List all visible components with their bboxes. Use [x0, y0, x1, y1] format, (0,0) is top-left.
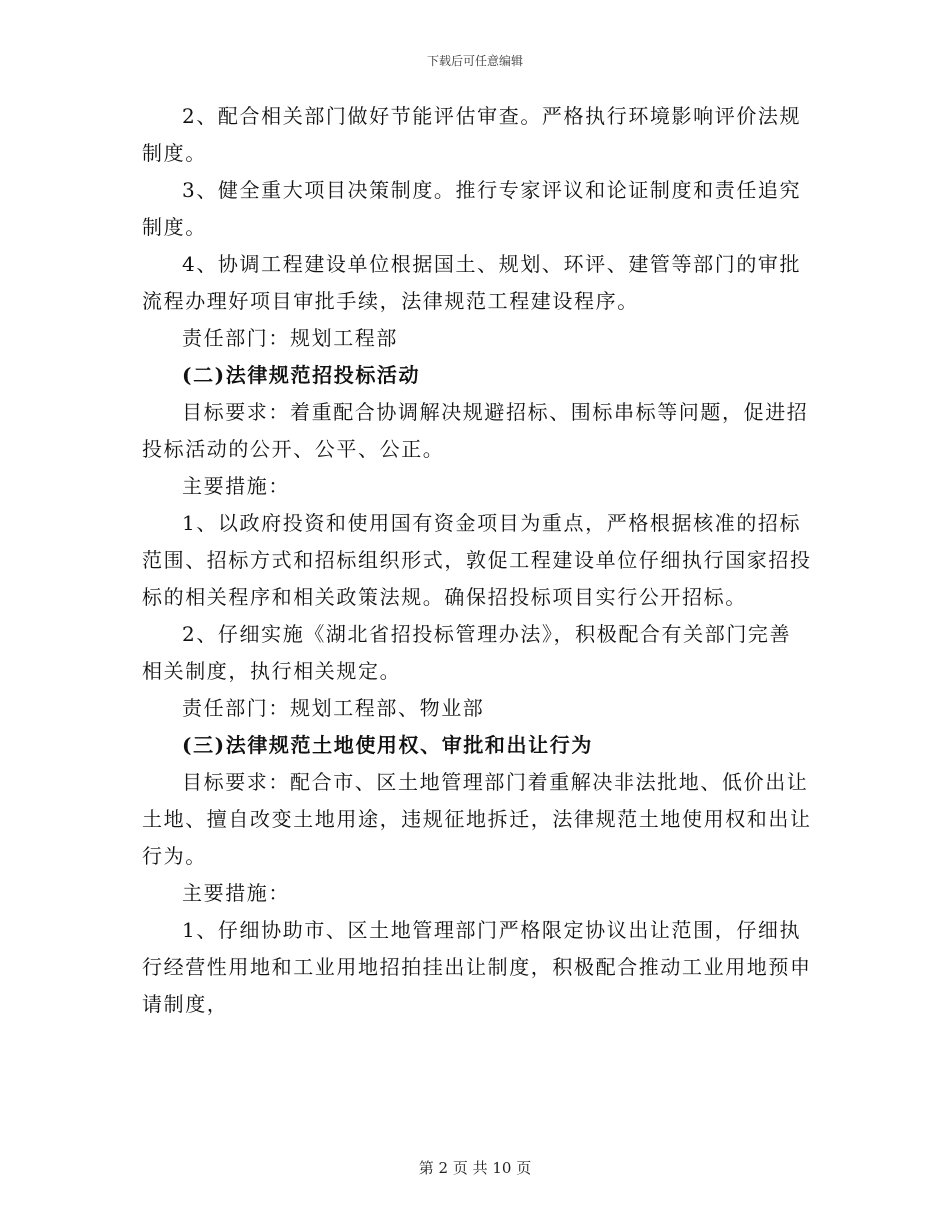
- paragraph: 1、仔细协助市、区土地管理部门严格限定协议出让范围，仔细执行经营性用地和工业用地招拍挂出让制度，积极配合推动工业用地预申请制度，: [142, 918, 812, 1016]
- paragraph: 主要措施：: [182, 881, 290, 905]
- paragraph: 1、以政府投资和使用国有资金项目为重点，严格根据核准的招标范围、招标方式和招标组织形式，敦促工程建设单位仔细执行国家招投标的相关程序和相关政策法规。确保招投标项目实行公开招标。: [142, 511, 812, 609]
- paragraph: 责任部门：规划工程部、物业部: [182, 696, 485, 720]
- paragraph: 责任部门：规划工程部: [182, 326, 398, 350]
- page-header: 下载后可任意编辑: [426, 54, 523, 68]
- paragraph: 主要措施：: [182, 474, 290, 498]
- paragraph: 2、配合相关部门做好节能评估审查。严格执行环境影响评价法规制度。: [142, 104, 802, 165]
- paragraph: 目标要求：着重配合协调解决规避招标、围标串标等问题，促进招投标活动的公开、公平、公正。: [142, 400, 809, 461]
- paragraph: 2、仔细实施《湖北省招投标管理办法》，积极配合有关部门完善相关制度，执行相关规定。: [142, 622, 792, 683]
- section-heading: (三)法律规范土地使用权、审批和出让行为: [182, 733, 593, 757]
- document-body: [142, 98, 812, 1023]
- paragraph: 4、协调工程建设单位根据国土、规划、环评、建管等部门的审批流程办理好项目审批手续，法律规范工程建设程序。: [142, 252, 802, 313]
- paragraph: 3、健全重大项目决策制度。推行专家评议和论证制度和责任追究制度。: [142, 178, 802, 239]
- page-number-footer: 第 2 页 共 10 页: [418, 1159, 532, 1177]
- section-heading: (二)法律规范招投标活动: [182, 363, 421, 387]
- paragraph: 目标要求：配合市、区土地管理部门着重解决非法批地、低价出让土地、擅自改变土地用途，违规征地拆迁，法律规范土地使用权和出让行为。: [142, 770, 812, 868]
